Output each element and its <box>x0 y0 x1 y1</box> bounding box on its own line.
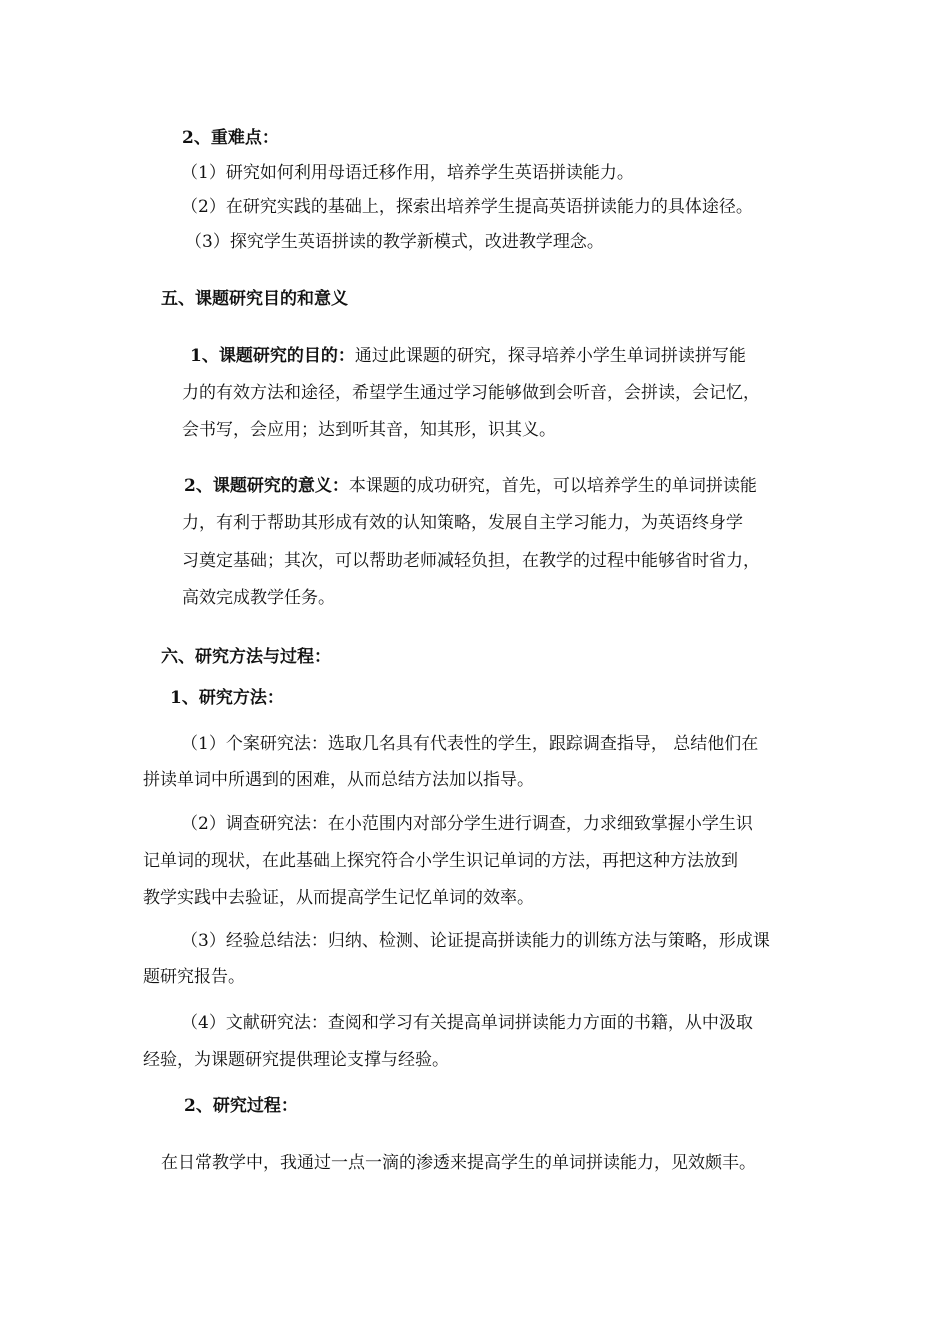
method-3-line-2: 题研究报告。 <box>143 967 245 987</box>
purpose-line-1 <box>190 346 746 366</box>
significance-line-4: 高效完成教学任务。 <box>182 588 335 608</box>
method-1-line-1: （1）个案研究法：选取几名具有代表性的学生，跟踪调查指导， 总结他们在 <box>181 734 759 754</box>
significance-line-1 <box>184 476 757 496</box>
purpose-text-1: 通过此课题的研究，探寻培养小学生单词拼读拼写能 <box>354 346 746 366</box>
significance-text-1: 本课题的成功研究，首先，可以培养学生的单词拼读能 <box>348 476 757 496</box>
difficulty-item-2: （2）在研究实践的基础上，探索出培养学生提高英语拼读能力的具体途径。 <box>181 197 753 217</box>
difficulty-item-3: （3）探究学生英语拼读的教学新模式，改进教学理念。 <box>185 232 604 252</box>
difficulties-heading: 2、重难点： <box>182 128 279 148</box>
difficulty-item-1: （1）研究如何利用母语迁移作用，培养学生英语拼读能力。 <box>181 163 634 183</box>
method-4-line-2: 经验，为课题研究提供理论支撑与经验。 <box>143 1050 449 1070</box>
purpose-line-3: 会书写，会应用；达到听其音，知其形，识其义。 <box>182 420 556 440</box>
significance-line-2: 力，有利于帮助其形成有效的认知策略，发展自主学习能力，为英语终身学 <box>182 513 743 533</box>
section6-heading: 六、研究方法与过程： <box>161 647 331 667</box>
significance-line-3: 习奠定基础；其次，可以帮助老师减轻负担，在教学的过程中能够省时省力， <box>182 551 760 571</box>
purpose-line-2: 力的有效方法和途径，希望学生通过学习能够做到会听音，会拼读，会记忆， <box>182 383 760 403</box>
section5-heading: 五、课题研究目的和意义 <box>161 289 348 309</box>
purpose-label: 1、课题研究的目的： <box>190 346 355 366</box>
methods-heading: 1、研究方法： <box>170 688 284 708</box>
method-2-line-2: 记单词的现状，在此基础上探究符合小学生识记单词的方法，再把这种方法放到 <box>143 851 738 871</box>
process-text: 在日常教学中，我通过一点一滴的渗透来提高学生的单词拼读能力，见效颇丰。 <box>161 1153 756 1173</box>
method-1-line-2: 拼读单词中所遇到的困难，从而总结方法加以指导。 <box>143 770 534 790</box>
method-3-line-1: （3）经验总结法：归纳、检测、论证提高拼读能力的训练方法与策略，形成课 <box>181 931 770 951</box>
process-heading: 2、研究过程： <box>184 1096 298 1116</box>
method-4-line-1: （4）文献研究法：查阅和学习有关提高单词拼读能力方面的书籍，从中汲取 <box>181 1013 753 1033</box>
method-2-line-3: 教学实践中去验证，从而提高学生记忆单词的效率。 <box>143 888 534 908</box>
method-2-line-1: （2）调查研究法：在小范围内对部分学生进行调查，力求细致掌握小学生识 <box>181 814 753 834</box>
significance-label: 2、课题研究的意义： <box>184 476 349 496</box>
